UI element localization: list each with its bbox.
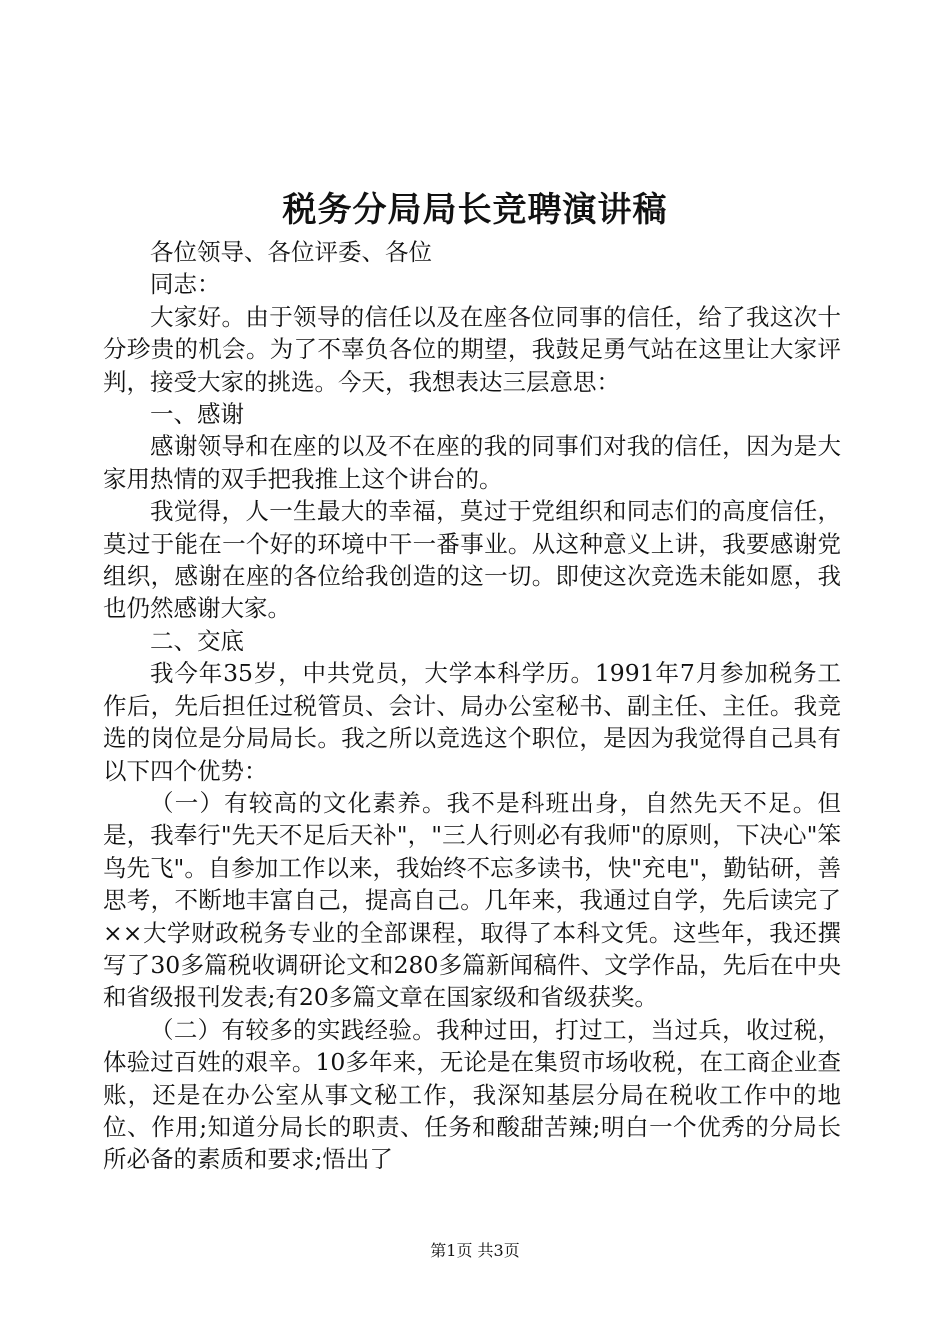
section-heading-background: 二、交底	[150, 626, 244, 655]
section-heading-thanks: 一、感谢	[150, 400, 244, 429]
paragraph-salutation-1: 各位领导、各位评委、各位	[150, 238, 432, 266]
paragraph-salutation-2: 同志：	[150, 270, 221, 299]
paragraph-advantage-2: （二）有较多的实践经验。我种过田，打过工，当过兵，收过税，体验过百姓的艰辛。10多年来，无论是在集贸市场收税，在工商企业查账，还是在办公室从事文秘工作，我深知基层分局在税收工作中的地位、作用;知道分局长的职责、任务和酸甜苦辣;明白一个优秀的分局长所必备的素质和要求;悟出了	[103, 1015, 841, 1174]
paragraph-greeting: 大家好。由于领导的信任以及在座各位同事的信任，给了我这次十分珍贵的机会。为了不辜负各位的期望，我鼓足勇气站在这里让大家评判，接受大家的挑选。今天，我想表达三层意思：	[103, 302, 841, 396]
paragraph-thanks-2: 我觉得，人一生最大的幸福，莫过于党组织和同志们的高度信任，莫过于能在一个好的环境中干一番事业。从这种意义上讲，我要感谢党组织，感谢在座的各位给我创造的这一切。即使这次竞选未能如愿，我也仍然感谢大家。	[103, 497, 841, 623]
document-body	[103, 236, 841, 1176]
paragraph-background: 我今年35岁，中共党员，大学本科学历。1991年7月参加税务工作后，先后担任过税管员、会计、局办公室秘书、副主任、主任。我竞选的岗位是分局局长。我之所以竞选这个职位，是因为我觉得自己具有以下四个优势：	[103, 659, 841, 785]
document-title: 税务分局局长竞聘演讲稿	[282, 190, 668, 230]
page-footer: 第1页 共3页	[430, 1241, 520, 1260]
paragraph-advantage-1: （一）有较高的文化素养。我不是科班出身，自然先天不足。但是，我奉行"先天不足后天补"，"三人行则必有我师"的原则，下决心"笨鸟先飞"。自参加工作以来，我始终不忘多读书，快"充电"，勤钻研，善思考，不断地丰富自己，提高自己。几年来，我通过自学，先后读完了××大学财政税务专业的全部课程，取得了本科文凭。这些年，我还撰写了30多篇税收调研论文和280多篇新闻稿件、文学作品，先后在中央和省级报刊发表;有20多篇文章在国家级和省级获奖。	[103, 788, 841, 1012]
paragraph-thanks-1: 感谢领导和在座的以及不在座的我的同事们对我的信任，因为是大家用热情的双手把我推上这个讲台的。	[103, 432, 841, 493]
